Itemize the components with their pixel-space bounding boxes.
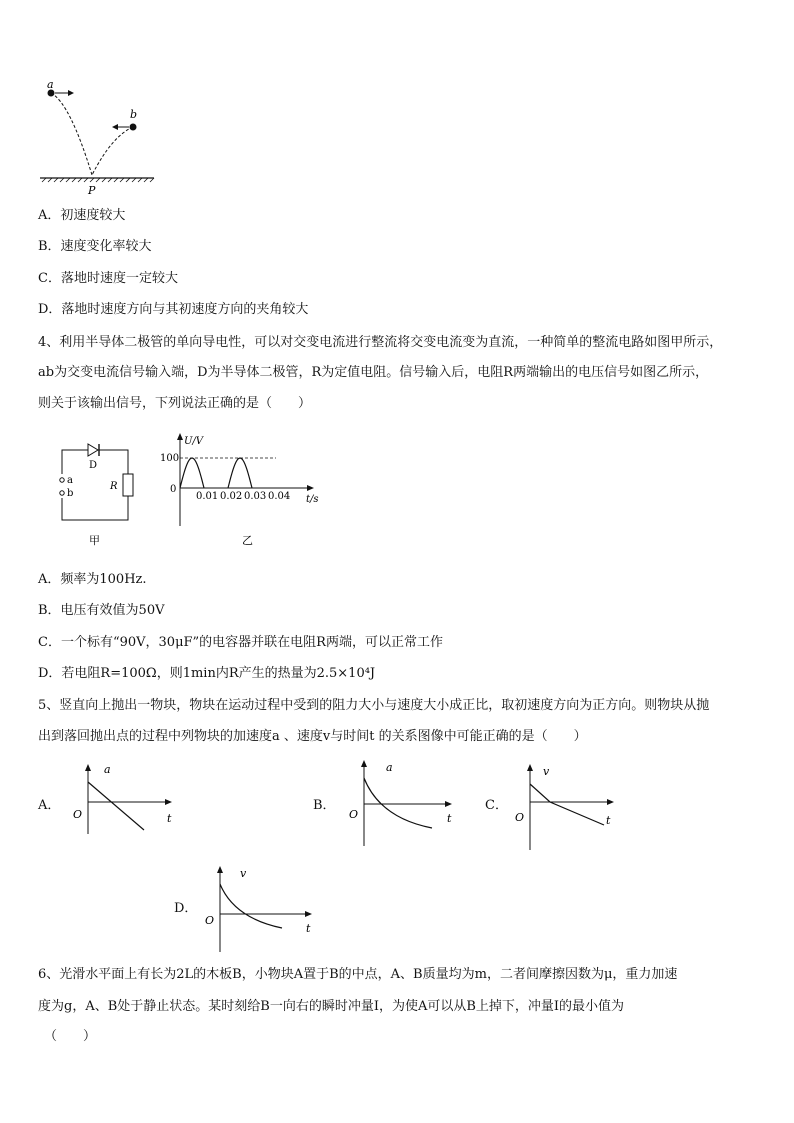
q4-stem-line2: ab为交变电流信号输入端，D为半导体二极管，R为定值电阻。信号输入后，电阻R两端输出的电压信号如图乙所示， <box>38 365 709 380</box>
q5-d-origin: O <box>205 914 215 927</box>
label-p: P <box>88 184 96 197</box>
q5-b-axis-label: a <box>386 761 393 774</box>
q5-a-origin: O <box>73 808 83 821</box>
t-tick-label: 0.02 <box>220 491 243 502</box>
q3-option-d: D．落地时速度方向与其初速度方向的夹角较大 <box>38 302 309 317</box>
caption-yi: 乙 <box>242 534 253 547</box>
t-tick-label: 0.03 <box>244 491 267 502</box>
t-tick-label: 0.01 <box>196 491 219 502</box>
q5-stem-line2: 出到落回抛出点的过程中列物块的加速度a 、速度v与时间t 的关系图像中可能正确的是（ ） <box>38 729 587 744</box>
q5-graph-d <box>200 862 322 956</box>
q5-option-c-label: C． <box>485 798 508 813</box>
u-axis-arrow <box>177 433 183 440</box>
q5-a-t-label: t <box>167 812 172 825</box>
label-resistor: R <box>110 481 118 492</box>
label-terminal-b: b <box>67 488 74 499</box>
q4-stem-line3: 则关于该输出信号，下列说法正确的是（ ） <box>38 396 312 411</box>
q4-circuit-diagram <box>48 438 148 548</box>
q4-option-b: B．电压有效值为50V <box>38 603 165 618</box>
label-terminal-a: a <box>67 475 73 486</box>
q5-graph-b <box>344 756 462 852</box>
label-diode: D <box>89 460 98 471</box>
terminal-a <box>60 478 64 482</box>
trajectory-b <box>92 127 133 175</box>
label-b: b <box>130 108 138 121</box>
q5-b-curve <box>364 778 432 828</box>
terminal-b <box>60 491 64 495</box>
arrowhead-a <box>68 90 74 96</box>
label-a: a <box>47 78 54 91</box>
voltage-half-wave <box>228 458 252 488</box>
q5-c-curve <box>530 784 604 825</box>
q6-stem-line2: 度为g，A、B处于静止状态。某时刻给B一向右的瞬时冲量I，为使A可以从B上掉下，冲量I的最小值为 <box>38 999 625 1014</box>
q5-d-t-label: t <box>306 922 311 935</box>
q5-option-b-label: B． <box>313 798 336 813</box>
q5-c-t-label: t <box>606 814 611 827</box>
q3-option-a: A．初速度较大 <box>38 208 126 223</box>
q4-stem-line1: 4、利用半导体二极管的单向导电性，可以对交变电流进行整流将交变电流变为直流，一种简单的整流电路如图甲所示， <box>38 335 723 350</box>
arrowhead-b <box>112 124 118 130</box>
q4-voltage-graph <box>160 430 330 550</box>
q5-d-axis-label: v <box>240 867 247 880</box>
q5-b-t-label: t <box>447 812 452 825</box>
q5-option-d-label: D． <box>174 901 198 916</box>
q5-option-a-label: A． <box>38 798 61 813</box>
u-axis-label: U/V <box>184 436 204 447</box>
circuit-wire-bottom <box>62 496 128 520</box>
q4-option-c: C．一个标有“90V，30μF”的电容器并联在电阻R两端，可以正常工作 <box>38 635 443 650</box>
q5-graph-a <box>68 760 180 840</box>
q6-stem-line3: （ ） <box>44 1029 97 1044</box>
q5-a-axis-label: a <box>104 763 111 776</box>
q3-option-b: B．速度变化率较大 <box>38 239 152 254</box>
q5-graph-c <box>510 760 622 854</box>
q5-a-curve <box>88 782 144 830</box>
resistor <box>123 474 133 496</box>
q3-projectile-figure <box>36 78 161 198</box>
diode-icon <box>88 444 99 456</box>
trajectory-a <box>51 93 92 175</box>
q5-d-curve <box>220 884 282 928</box>
q4-option-d: D．若电阻R=100Ω，则1min内R产生的热量为2.5×10⁴J <box>38 666 376 681</box>
q5-c-axis-label: v <box>543 765 550 778</box>
q4-option-a: A．频率为100Hz. <box>38 572 147 587</box>
t-axis-arrow <box>307 485 314 491</box>
t-tick-label: 0.04 <box>268 491 291 502</box>
q6-stem-line1: 6、光滑水平面上有长为2L的木板B，小物块A置于B的中点，A、B质量均为m，二者间摩擦因数为μ，重力加速 <box>38 967 678 982</box>
u-tick-0: 0 <box>170 484 177 495</box>
caption-jia: 甲 <box>89 534 100 547</box>
t-axis-label: t/s <box>306 494 319 505</box>
q5-stem-line1: 5、竖直向上抛出一物块，物块在运动过程中受到的阻力大小与速度大小成正比，取初速度方向为正方向。则物块从抛 <box>38 698 710 713</box>
u-tick-100: 100 <box>160 453 180 464</box>
q5-b-origin: O <box>349 808 359 821</box>
q5-c-origin: O <box>515 811 525 824</box>
ground-hatch <box>42 178 154 182</box>
voltage-half-wave <box>180 458 204 488</box>
q3-option-c: C．落地时速度一定较大 <box>38 271 178 286</box>
